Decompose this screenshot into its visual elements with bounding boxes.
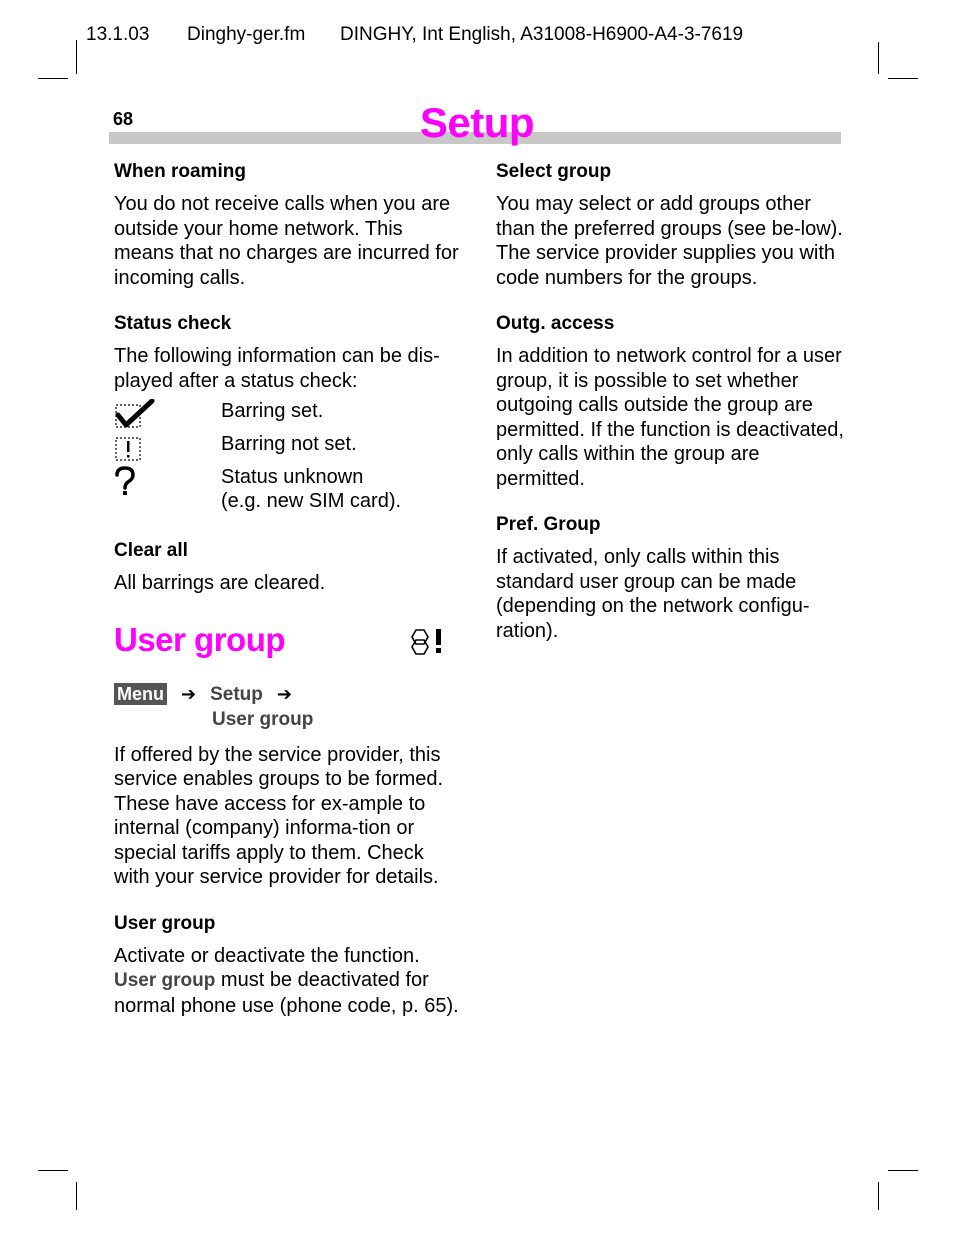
status-item-text: Status unknown [221,466,364,488]
subheading-select-group: Select group [496,161,612,182]
subheading-pref-group: Pref. Group [496,514,601,535]
select-text: You may select or add groups other than the preferred groups (see be-low). The service provider supplies you with code numbers for the groups. [496,193,843,289]
arrow-right-icon: ➔ [276,683,292,704]
roaming-text: You do not receive calls when you are outside your home network. This means that no charges are incurred for incoming calls. [114,193,459,289]
subheading-user-group: User group [114,912,216,934]
ug-text-2-para [114,968,464,1018]
status-item-text: Barring not set. [221,433,357,455]
ug-text-2: must be deactivated for normal phone use (phone code, p. 65). [114,969,459,1017]
menu-item-user-group: User group [212,708,314,730]
section-header [114,620,464,664]
pref-text: If activated, only calls within this standard user group can be made (depending on the network configu-ration). [496,546,810,642]
status-item-text-2: (e.g. new SIM card). [221,490,402,512]
crop-mark [38,1170,68,1171]
menu-item-setup: Setup [210,683,263,705]
left-column [114,160,464,1018]
intro-text: If offered by the service provider, this service enables groups to be formed. These have access for ex-ample to internal (company) informa-tion or special tariffs apply to them. Check with your service provider for details. [114,743,444,888]
status-text: The following information can be dis-played after a status check: [114,345,440,392]
crop-mark [878,1182,879,1210]
subheading-status-check: Status check [114,313,232,334]
page-number: 68 [113,109,134,129]
header-filename: Dinghy-ger.fm [187,24,306,45]
crop-mark [888,1170,918,1171]
menu-path-line2 [114,708,464,733]
header-date: 13.1.03 [86,24,150,45]
crop-mark [76,1182,77,1210]
header-doc-id: DINGHY, Int English, A31008-H6900-A4-3-7619 [340,24,744,45]
right-column [496,160,846,643]
subheading-clear-all: Clear all [114,540,188,561]
section-title-user-group: User group [114,620,286,658]
question-icon [114,465,174,495]
menu-key: Menu [114,683,167,705]
arrow-right-icon: ➔ [181,683,197,704]
status-row [114,465,464,521]
menu-path [114,682,464,708]
outg-text: In addition to network control for a user group, it is possible to set whether outgoing calls outside the group are permitted. If the function is deactivated, only calls within the group are permitted. [496,345,844,490]
ug-term: User group [114,970,216,991]
ug-text-1: Activate or deactivate the function. [114,944,420,967]
clear-text: All barrings are cleared. [114,572,326,594]
status-row [114,399,464,432]
check-icon [114,399,174,429]
network-service-icon [408,626,446,661]
crop-mark [76,40,77,74]
status-item-text: Barring set. [221,400,324,422]
dotted-box-icon [114,432,174,462]
page-title: Setup [419,99,535,146]
subheading-outg-access: Outg. access [496,313,615,334]
crop-mark [888,78,918,79]
crop-mark [38,78,68,79]
status-row [114,432,464,465]
crop-mark [878,42,879,74]
subheading-when-roaming: When roaming [114,161,246,182]
